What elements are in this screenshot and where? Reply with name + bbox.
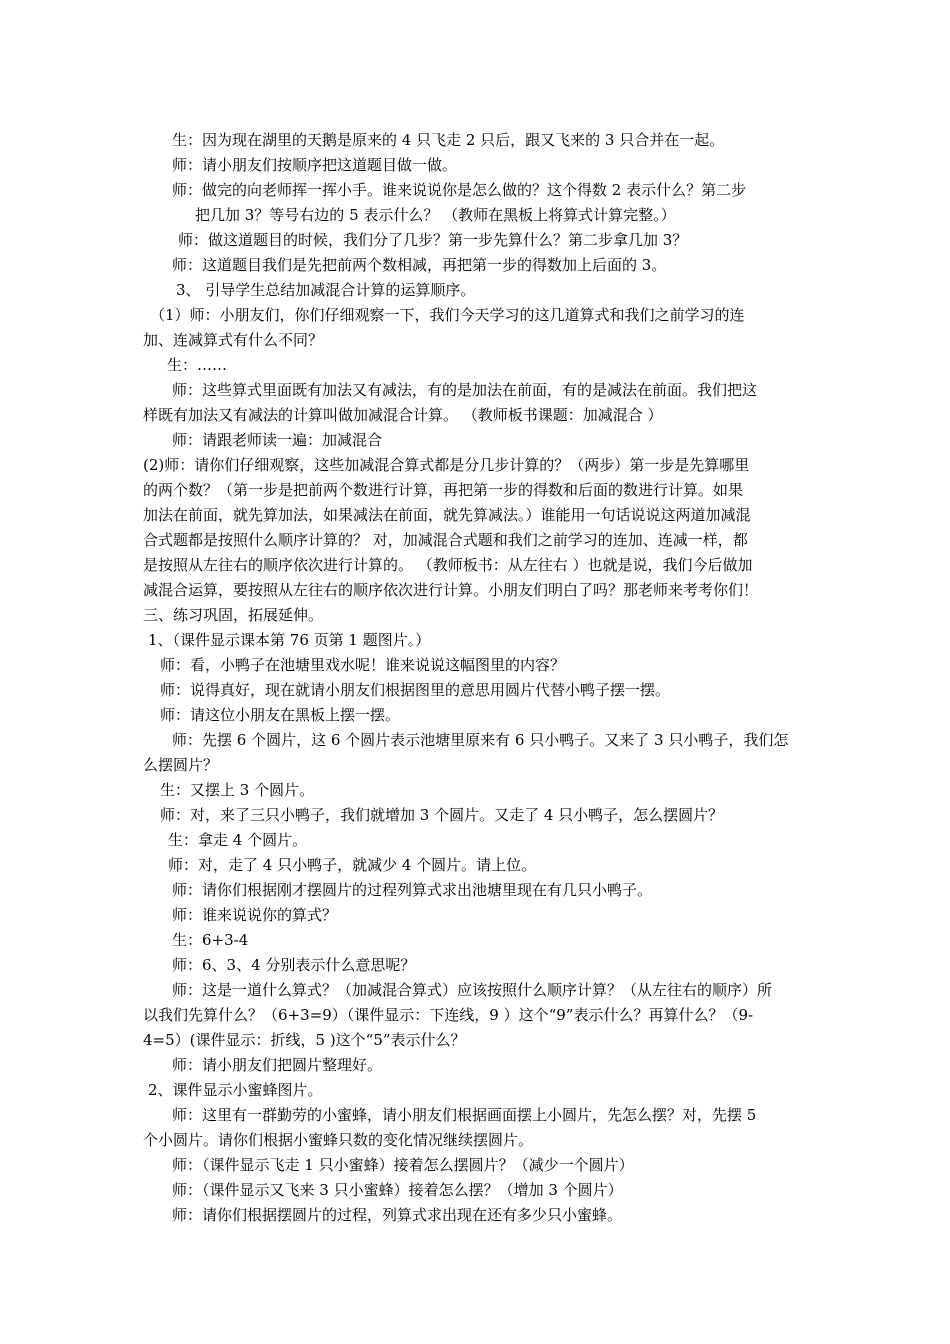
text-line: 师：请跟老师读一遍：加减混合 xyxy=(172,431,383,449)
text-line: 以我们先算什么？（6+3=9）（课件显示：下连线，9 ）这个“9”表示什么？再算什么？（9- xyxy=(143,1006,754,1024)
section-heading: 三、练习巩固，拓展延伸。 xyxy=(143,606,324,624)
text-line: 师：（课件显示又飞来 3 只小蜜蜂）接着怎么摆？（增加 3 个圆片） xyxy=(172,1181,623,1199)
text-line: 生：又摆上 3 个圆片。 xyxy=(160,781,315,799)
text-line: 师：这里有一群勤劳的小蜜蜂，请小朋友们根据画面摆上小圆片，先怎么摆？对，先摆 5 xyxy=(172,1106,757,1124)
text-line: 的两个数？（第一步是把前两个数进行计算，再把第一步的得数和后面的数进行计算。如果 xyxy=(143,481,744,499)
text-line: 师：谁来说说你的算式？ xyxy=(172,906,338,924)
text-line: 加、连减算式有什么不同？ xyxy=(143,331,324,349)
text-line: 把几加 3？等号右边的 5 表示什么？ （教师在黑板上将算式计算完整。） xyxy=(195,206,676,224)
text-line: (2)师：请你们仔细观察，这些加减混合算式都是分几步计算的？（两步）第一步是先算哪里 xyxy=(143,456,750,474)
text-line: 师：请你们根据刚才摆圆片的过程列算式求出池塘里现在有几只小鸭子。 xyxy=(172,881,653,899)
text-line: （1）师：小朋友们，你们仔细观察一下，我们今天学习的这几道算式和我们之前学习的连 xyxy=(150,306,745,324)
text-line: 师：先摆 6 个圆片，这 6 个圆片表示池塘里原来有 6 只小鸭子。又来了 3 只小鸭子，我们怎 xyxy=(172,731,789,749)
text-line: 师：看，小鸭子在池塘里戏水呢！谁来说说这幅图里的内容？ xyxy=(160,656,566,674)
text-line: 4=5）(课件显示：折线，5 )这个“5”表示什么？ xyxy=(143,1031,466,1049)
text-line: 师：做完的向老师挥一挥小手。谁来说说你是怎么做的？这个得数 2 表示什么？第二步 xyxy=(172,181,747,199)
text-line: 3、 引导学生总结加减混合计算的运算顺序。 xyxy=(176,281,476,299)
text-line: 生：因为现在湖里的天鹅是原来的 4 只飞走 2 只后，跟又飞来的 3 只合并在一起。 xyxy=(172,131,725,149)
text-line: 加法在前面，就先算加法，如果减法在前面，就先算减法。）谁能用一句话说说这两道加减混 xyxy=(143,506,751,524)
text-line: 师：这是一道什么算式？（加减混合算式）应该按照什么顺序计算？（从左往右的顺序）所 xyxy=(172,981,773,999)
text-line: 师：对，来了三只小鸭子，我们就增加 3 个圆片。又走了 4 只小鸭子，怎么摆圆片？ xyxy=(160,806,724,824)
text-line: 生：6+3-4 xyxy=(172,931,249,949)
text-line: 师：（课件显示飞走 1 只小蜜蜂）接着怎么摆圆片？（减少一个圆片） xyxy=(172,1156,634,1174)
text-line: 生：…… xyxy=(167,356,228,374)
text-line: 样既有加法又有减法的计算叫做加减混合计算。 （教师板书课题：加减混合 ） xyxy=(143,406,663,424)
text-line: 1、（课件显示课本第 76 页第 1 题图片。） xyxy=(148,631,431,649)
text-line: 个小圆片。请你们根据小蜜蜂只数的变化情况继续摆圆片。 xyxy=(143,1131,534,1149)
text-line: 师：请这位小朋友在黑板上摆一摆。 xyxy=(160,706,401,724)
text-line: 师：请小朋友们按顺序把这道题目做一做。 xyxy=(172,156,458,174)
text-line: 师：6、3、4 分别表示什么意思呢？ xyxy=(172,956,416,974)
text-line: 合式题都是按照什么顺序计算的？ 对，加减混合式题和我们之前学习的连加、连减一样，都 xyxy=(143,531,748,549)
text-line: 减混合运算，要按照从左往右的顺序依次进行计算。小朋友们明白了吗？那老师来考考你们！ xyxy=(143,581,759,599)
text-line: 师：说得真好，现在就请小朋友们根据图里的意思用圆片代替小鸭子摆一摆。 xyxy=(160,681,671,699)
text-line: 师：请小朋友们把圆片整理好。 xyxy=(172,1056,383,1074)
text-line: 师：对，走了 4 只小鸭子，就减少 4 个圆片。请上位。 xyxy=(168,856,537,874)
text-line: 师：请你们根据摆圆片的过程，列算式求出现在还有多少只小蜜蜂。 xyxy=(172,1206,623,1224)
text-line: 生：拿走 4 个圆片。 xyxy=(168,831,308,849)
text-line: 么摆圆片？ xyxy=(143,756,219,774)
text-line: 2、课件显示小蜜蜂图片。 xyxy=(148,1081,323,1099)
text-line: 师：这些算式里面既有加法又有减法，有的是加法在前面，有的是减法在前面。我们把这 xyxy=(172,381,758,399)
text-line: 是按照从左往右的顺序依次进行计算的。 （教师板书：从左往右 ）也就是说，我们今后做加 xyxy=(143,556,753,574)
text-line: 师：做这道题目的时候，我们分了几步？第一步先算什么？第二步拿几加 3？ xyxy=(178,231,688,249)
text-line: 师：这道题目我们是先把前两个数相减，再把第一步的得数加上后面的 3。 xyxy=(172,256,667,274)
